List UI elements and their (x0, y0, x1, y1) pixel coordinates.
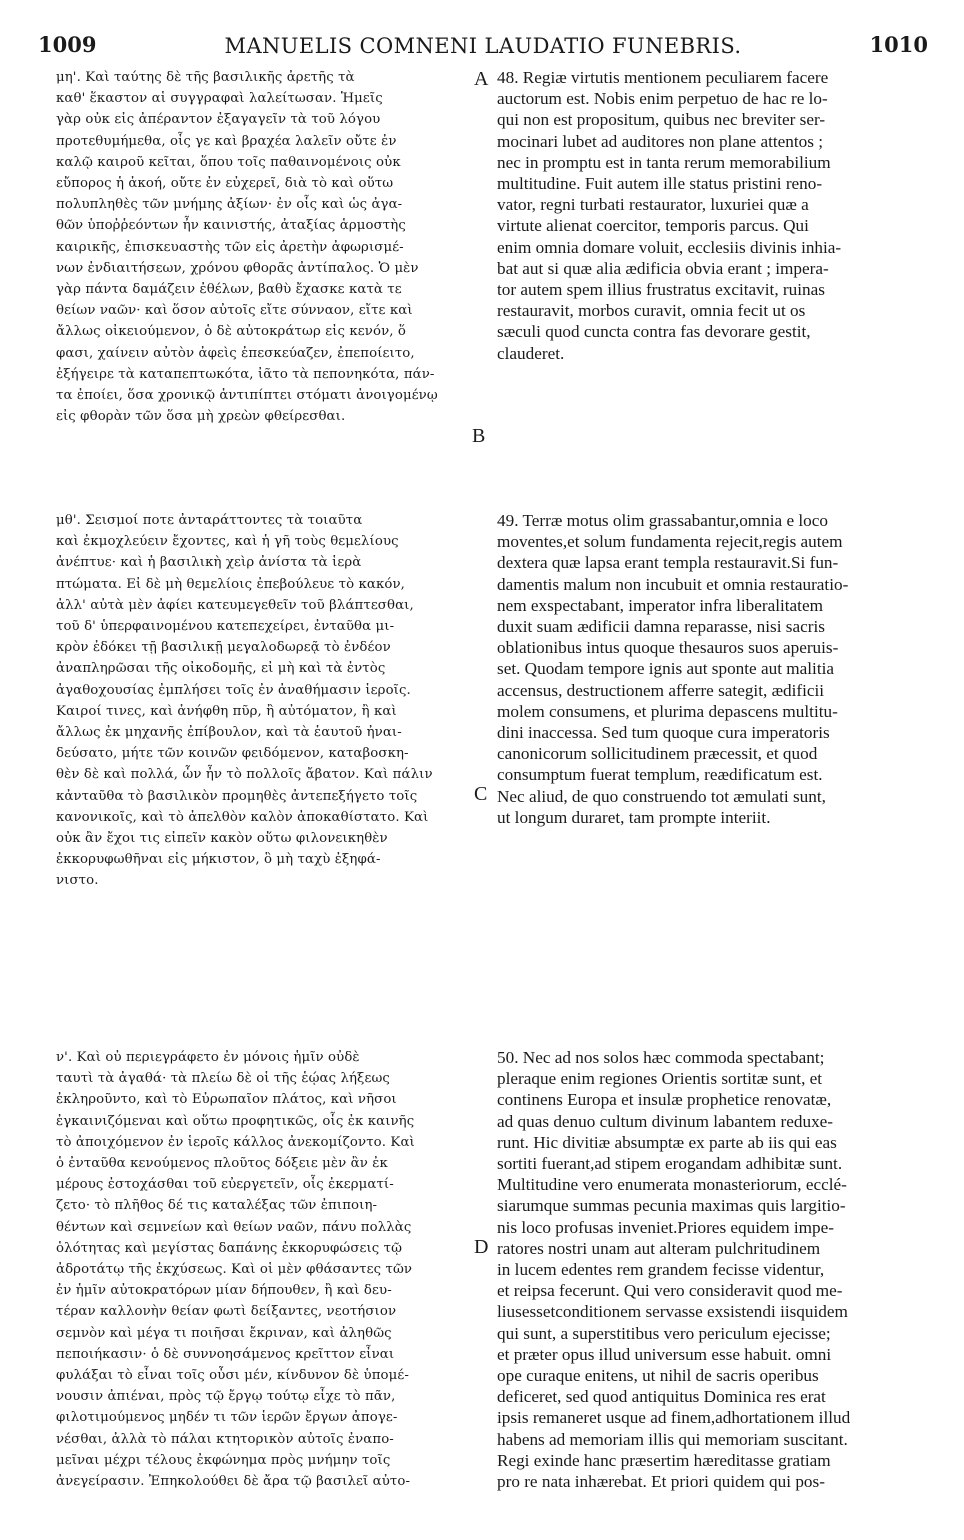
page-number-right: 1010 (869, 32, 928, 57)
latin-paragraph-48: 48. Regiæ virtutis mentionem peculiarem facere auctorum est. Nobis enim perpetuo de hac re lo- qui non est propositum, quibus nec breviter ser- mocinari lubet ad auditores non plane attentos ; nec in promptu est in tanta rerum memorabilium multitudine. Fuit autem ille status pristini reno- vator, regni turbati restaurator, luxuriei quæ a virtute alienat coercitor, temporis parcus. Qui enim omnia domare voluit, ecclesiis divinis inhia- bat aut si quæ alia ædificia obvia erant ; impera- tor autem spem illius frustratus excitavit, ruinas restauravit, morbos curavit, omnia fecit ut os sæculi quod cuncta contra fas devorare gestit, clauderet. (497, 68, 842, 363)
greek-paragraph-49: μθ'. Σεισμοί ποτε ἀνταράττοντες τὰ τοιαῦτα καὶ ἐκμοχλεύειν ἔχοντες, καὶ ἡ γῆ τοὺς θεμελίους ἀνέπτυε· καὶ ἡ βασιλικὴ χεὶρ ἀνίστα τὰ ἱερὰ πτώματα. Εἰ δὲ μὴ θεμελίοις ἐπεβούλευε τὸ κακόν, ἀλλ' αὐτὰ μὲν ἀφίει κατευμεγεθεῖν τοῦ βλάπτεσθαι, τοῦ δ' ὑπερφαινομένου κατεπεχείρει, ἐνταῦθα μι- κρὸν ἐδόκει τῇ βασιλικῇ μεγαλοδωρεᾷ τὸ ἐνδέον ἀναπληρῶσαι τῆς οἰκοδομῆς, εἰ μὴ καὶ τὰ ἐντὸς ἀγαθοχουσίας ἐμπλήσει τοῖς ἐν ἀναθήμασιν ἱεροῖς. Καιροί τινες, καὶ ἀνήφθη πῦρ, ἢ αὐτόματον, ἢ καὶ ἄλλως ἐκ μηχανῆς ἐπίβουλον, καὶ τὰ ἑαυτοῦ ἠναι- δεύσατο, μήτε τῶν κοινῶν φειδόμενον, καταβοσκη- θὲν δὲ καὶ πολλά, ὧν ἦν τὸ πολλοῖς ἄβατον. Καὶ πάλιν κἀνταῦθα τὸ βασιλικὸν προμηθὲς ἀντεπεξήγετο τοῖς κανονικοῖς, καὶ τὸ ἀπελθὸν καλὸν ἀποκαθίστατο. Καὶ οὐκ ἂν ἔχοι τις εἰπεῖν κακὸν οὕτω φιλονεικηθὲν ἐκκορυφωθῆναι εἰς μήκιστον, ὃ μὴ ταχὺ ἐξηφά- νιστο. (56, 513, 433, 889)
margin-marker-d: D (474, 1236, 489, 1258)
latin-paragraph-50: 50. Nec ad nos solos hæc commoda spectabant; pleraque enim regiones Orientis sortitæ sunt, et continens Europa et insulæ prophetice renovatæ, ad quas denuo cultum divinum labantem reduxe- runt. Hic divitiæ absumptæ ex parte ab iis qui eas sortiti fuerant,ad stipem erogandam adhibitæ sunt. Multitudine vero enumerata monasteriorum, ecclé- siarumque summas pecunia maximas quis largitio- nis loco profusas inveniet.Priores equidem impe- ratores nostri unam aut alteram pulchritudinem in lucem edentes rem grandem fecisse videntur, et reipsa fecerunt. Qui vero consideravit quod me- liusessetconditionem servasse exsistendi iisquidem qui sunt, a superstitibus vero periculum ejecisse; et præter opus illud universum esse habuit. omni ope curaque enitens, ut nihil de sacris operibus deficeret, sed quod antiquitus Dominica res erat ipsis remaneret usque ad finem,adhortationem illud habens ad memoriam illis qui memoriam suscitant. Regi exinde hanc præsertim hæreditasse gratiam pro re nata inhærebat. Et priori quidem qui pos- (497, 1048, 851, 1492)
latin-paragraph-49: 49. Terræ motus olim grassabantur,omnia e loco moventes,et solum fundamenta rejecit,regis autem dextera quæ lapsa erant templa restauravit.Si fun- damentis malum non incubuit et omnia restauratio- nem exspectabant, imperator infra liberalitatem duxit suam ædificii damna reparasse, nisi sacris oblationibus intus quoque thesauros suos aperuis- set. Quodam tempore ignis aut sponte aut malitia accensus, destructionem afferre sategit, ædificii molem consumens, et plurima depascens multitu- dini inaccessa. Sed tum quoque cura imperatoris canonicorum sollicitudinem præcessit, et quod consumptum fuerat templum, reædificatum est. Nec aliud, de quo construendo tot æmulati sunt, ut longum duraret, tam prompte interiit. (497, 511, 849, 827)
page-header (38, 32, 928, 62)
margin-marker-c: C (474, 783, 488, 805)
page-number-left: 1009 (38, 32, 97, 57)
greek-paragraph-48: μη'. Καὶ ταύτης δὲ τῆς βασιλικῆς ἀρετῆς τὰ καθ' ἕκαστον αἱ συγγραφαὶ λαλείτωσαν. Ἡμεῖς γὰρ οὐκ εἰς ἀπέραντον ἐξαγαγεῖν τὰ τοῦ λόγου προτεθυμήμεθα, οἷς γε καὶ βραχέα λαλεῖν οὔτε ἐν καλῷ καιροῦ κεῖται, ὅπου τοῖς παθαινομένοις οὐκ εὔπορος ἡ ἀκοή, οὔτε ἐν εὐχερεῖ, διὰ τὸ καὶ οὕτω πολυπληθὲς τῶν μνήμης ἀξίων· ἐν οἷς καὶ ὡς ἀγα- θῶν ὑποῤῥεόντων ἦν καινιστής, ἀταξίας ἁρμοστὴς καιρικῆς, ἐπισκευαστὴς τῶν εἰς ἀρετὴν ἀφωρισμέ- νων ἐνδιαιτήσεων, χρόνου φθορᾶς ἀντίπαλος. Ὁ μὲν γὰρ πάντα δαμάζειν ἐθέλων, βαθὺ ἔχασκε κατὰ τε θείων ναῶν· καὶ ὅσον αὐτοῖς εἴτε σύνναον, εἴτε καὶ ἄλλως οἰκειούμενον, ὁ δὲ αὐτοκράτωρ εἰς κενόν, ὅ φασι, χαίνειν αὐτὸν ἀφεὶς ἐπεσκεύαζεν, ἐπεποίειτο, ἐξήγειρε τὰ καταπεπτωκότα, ἰᾶτο τὰ πεπονηκότα, πάν- τα ἐποίει, ὅσα χρονικῷ ἀντιπίπτει στόματι ἀνοιγομένῳ εἰς φθορὰν τῶν ὅσα μὴ χρεὼν φθείρεσθαι. (56, 70, 438, 425)
margin-marker-a: A (474, 68, 489, 90)
greek-paragraph-50: ν'. Καὶ οὐ περιεγράφετο ἐν μόνοις ἡμῖν οὐδὲ ταυτὶ τὰ ἀγαθά· τὰ πλείω δὲ οἱ τῆς ἑῴας λήξεως ἐκληροῦντο, καὶ τὸ Εὐρωπαῖον πλάτος, καὶ νῆσοι ἐγκαινιζόμεναι καὶ οὕτω προφητικῶς, οἷς ἐκ καινῆς τὸ ἀποιχόμενον ἐν ἱεροῖς κάλλος ἀνεκομίζοντο. Καὶ ὁ ἐνταῦθα κενούμενος πλοῦτος δόξειε μὲν ἂν ἐκ μέρους ἐστοχάσθαι τοῦ εὐεργετεῖν, οἷς ἐκερματί- ζετο· τὸ πλῆθος δέ τις καταλέξας τῶν ἐπιποιη- θέντων καὶ σεμνείων καὶ θείων ναῶν, πάνυ πολλὰς ὁλότητας καὶ μεγίστας δαπάνης ἐκκορυφώσεις τῷ ἀδροτάτῳ τῆς ἐκχύσεως. Καὶ οἱ μὲν φθάσαντες τῶν ἐν ἡμῖν αὐτοκρατόρων μίαν δήπουθεν, ἢ καὶ δευ- τέραν καλλονὴν θείαν φωτὶ δείξαντες, νεοτήσιον σεμνὸν καὶ μέγα τι ποιῆσαι ἔκριναν, καὶ ἀληθῶς πεποιήκασιν· ὁ δὲ συννοησάμενος κρεῖττον εἶναι φυλάξαι τὸ εἶναι τοῖς οὖσι μέν, κίνδυνον δὲ ὑπομέ- νουσιν ἀπιέναι, πρὸς τῷ ἔργῳ τούτῳ εἶχε τὸ πᾶν, φιλοτιμούμενος μηδέν τι τῶν ἱερῶν ἔργων ἀπογε- νέσθαι, ἀλλὰ τὸ πάλαι κτητορικὸν αὐτοῖς ἐναπο- μεῖναι μέχρι τέλους ἐκφώνημα πρὸς μνήμην τοῖς ἀνεγείρασιν. Ἐπηκολούθει δὲ ἄρα τῷ βασιλεῖ αὐτο- (56, 1050, 415, 1490)
margin-marker-b: B (472, 425, 486, 447)
running-title: MANUELIS COMNENI LAUDATIO FUNEBRIS. (224, 34, 742, 58)
